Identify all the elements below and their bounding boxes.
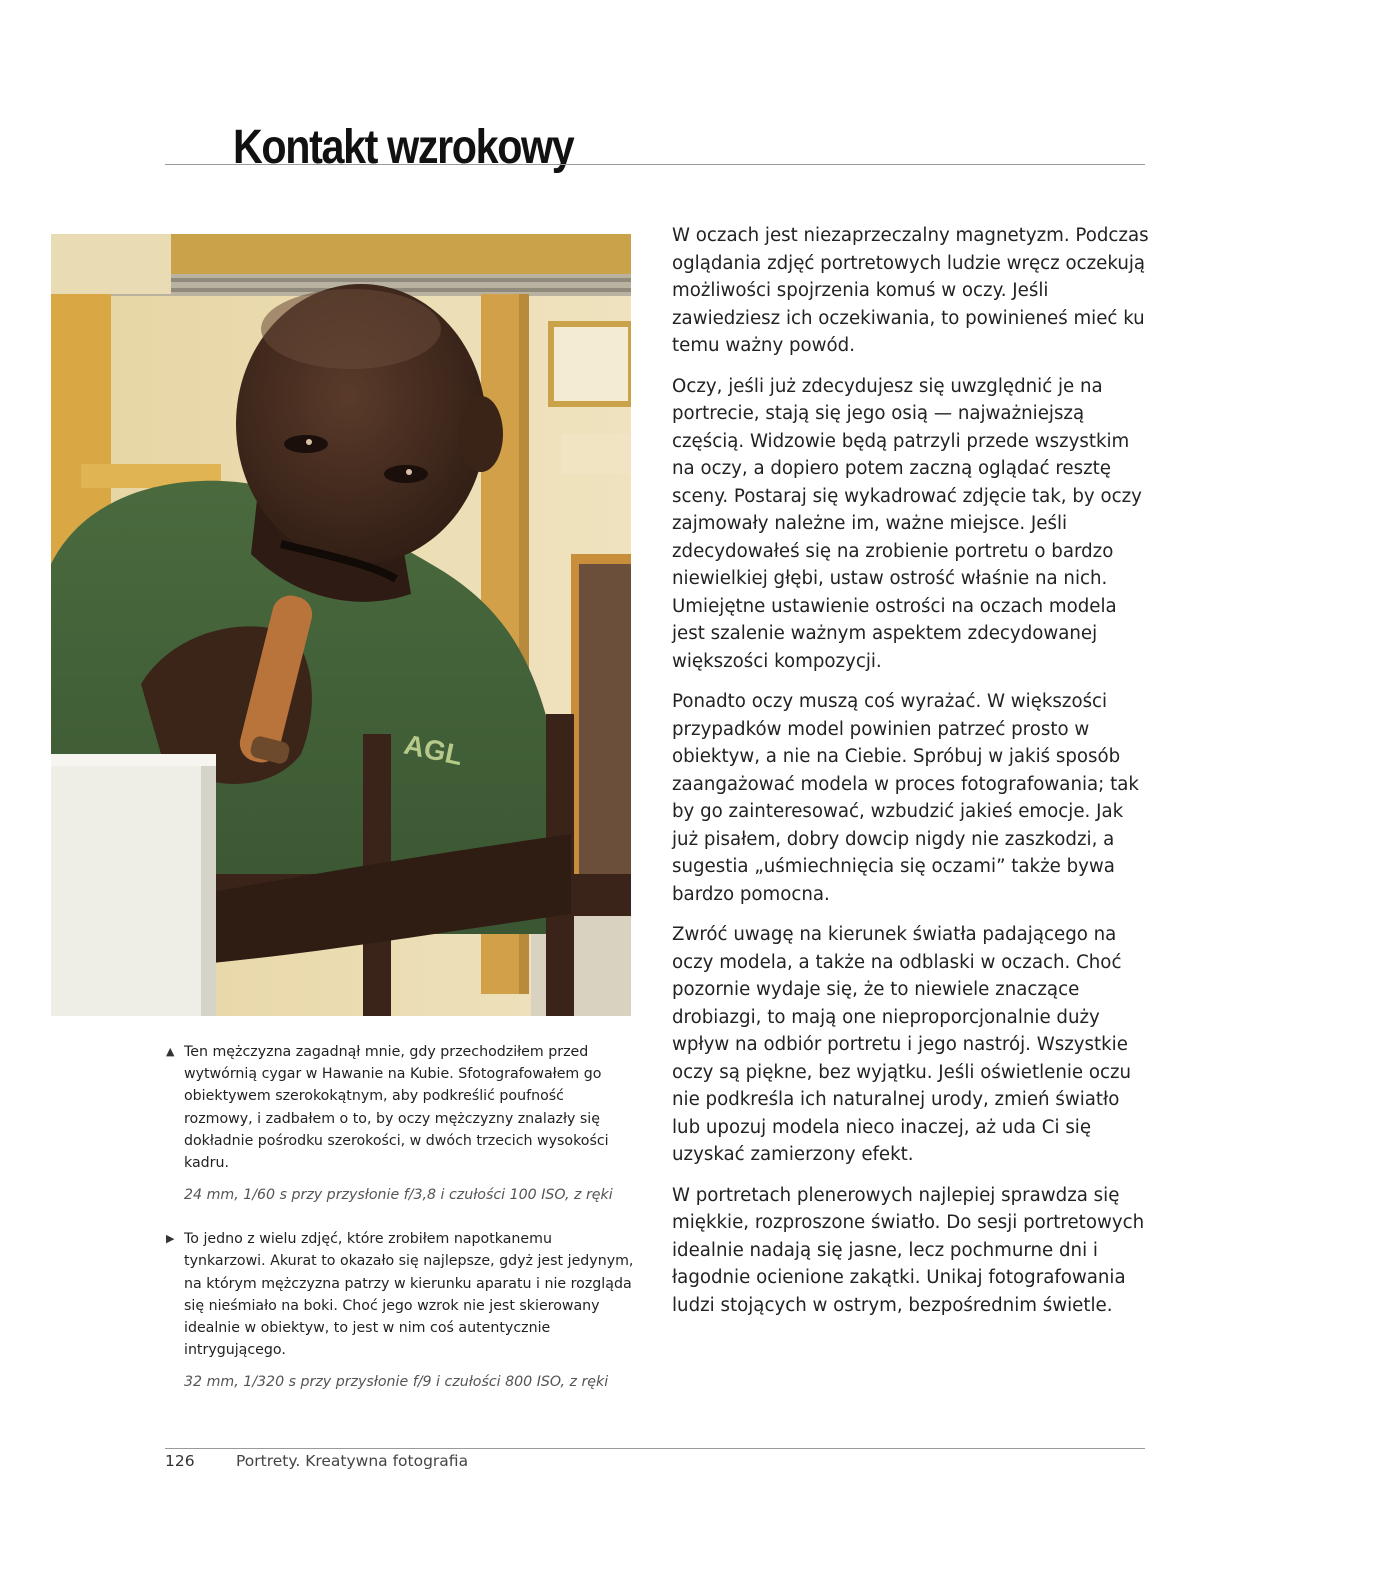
footer-rule (165, 1448, 1145, 1449)
body-paragraph: W oczach jest niezaprzeczalny magnetyzm. Podczas oglądania zdjęć portretowych ludzie wręcz oczekują możliwości spojrzenia komuś w oczy. Jeśli zawiedziesz ich oczekiwania, to powinieneś mieć ku temu ważny powód. (672, 225, 1149, 356)
body-paragraph: Zwróć uwagę na kierunek światła padającego na oczy modela, a także na odblaski w oczach. Choć pozornie wydaje się, że to niewiele znaczące drobiazgi, to mają one nieproporcjonalnie duży wpływ na odbiór portretu i jego nastrój. Wszystkie oczy są piękne, bez wyjątku. Jeśli oświetlenie oczu nie podkreśla ich naturalnej urody, zmień światło lub upozuj modela nieco inaczej, aż uda Ci się uzyskać zamierzony efekt. (672, 924, 1132, 1165)
body-text (672, 222, 1152, 1332)
running-footer-title: Portrety. Kreatywna fotografia (236, 1452, 469, 1470)
title-rule (165, 164, 1145, 165)
body-paragraph: Oczy, jeśli już zdecydujesz się uwzględnić je na portrecie, stają się jego osią — najważniejszą częścią. Widzowie będą patrzyli przede wszystkim na oczy, a dopiero potem zaczną oglądać resztę sceny. Postaraj się wykadrować zdjęcie tak, by oczy zajmowały należne im, ważne miejsce. Jeśli zdecydowałeś się na zrobienie portretu o bardzo niewielkiej głębi, ustaw ostrość właśnie na nich. Umiejętne ustawienie ostrości na oczach modela jest szalenie ważnym aspektem zdecydowanej większości kompozycji. (672, 375, 1142, 672)
triangle-up-icon: ▲ (166, 1045, 175, 1058)
caption-exif: 32 mm, 1/320 s przy przysłonie f/9 i czułości 800 ISO, z ręki (184, 1374, 609, 1391)
caption-text: Ten mężczyzna zagadnął mnie, gdy przechodziłem przed wytwórnią cygar w Hawanie na Kubie. Sfotografowałem go obiektywem szerokokątnym, aby podkreślić poufność rozmowy, i zadbałem o to, by oczy mężczyzny znalazły się dokładnie pośrodku szerokości, w dwóch trzecich wysokości kadru. (184, 1044, 609, 1172)
page-title: Kontakt wzrokowy (233, 121, 574, 174)
photo-captions (166, 1041, 636, 1415)
caption-exif: 24 mm, 1/60 s przy przysłonie f/3,8 i czułości 100 ISO, z ręki (184, 1187, 613, 1204)
caption-1 (166, 1041, 636, 1174)
body-paragraph: W portretach plenerowych najlepiej sprawdza się miękkie, rozproszone światło. Do sesji portretowych idealnie nadają się jasne, lecz pochmurne dni i łagodnie ocienione zakątki. Unikaj fotografowania ludzi stojących w ostrym, bezpośrednim świetle. (672, 1184, 1145, 1316)
body-paragraph: Ponadto oczy muszą coś wyrażać. W większości przypadków model powinien patrzeć prosto w obiektyw, a nie na Ciebie. Spróbuj w jakiś sposób zaangażować modela w proces fotografowania; tak by go zainteresować, wzbudzić jakieś emocje. Jak już pisałem, dobry dowcip nigdy nie zaszkodzi, a sugestia „uśmiechnięcia się oczami” także bywa bardzo pomocna. (672, 691, 1139, 905)
triangle-right-icon: ▶ (166, 1232, 175, 1246)
caption-2 (166, 1228, 636, 1361)
page-number: 126 (165, 1452, 195, 1470)
portrait-photo (51, 234, 631, 1016)
shirt-print-text: AGL (401, 728, 466, 772)
caption-text: To jedno z wielu zdjęć, które zrobiłem napotkanemu tynkarzowi. Akurat to okazało się najlepsze, gdyż jest jedynym, na którym mężczyzna patrzy w kierunku aparatu i nie rozgląda się nieśmiało na boki. Choć jego wzrok nie jest skierowany idealnie w obiektyw, to jest w nim coś autentycznie intrygującego. (184, 1231, 634, 1359)
